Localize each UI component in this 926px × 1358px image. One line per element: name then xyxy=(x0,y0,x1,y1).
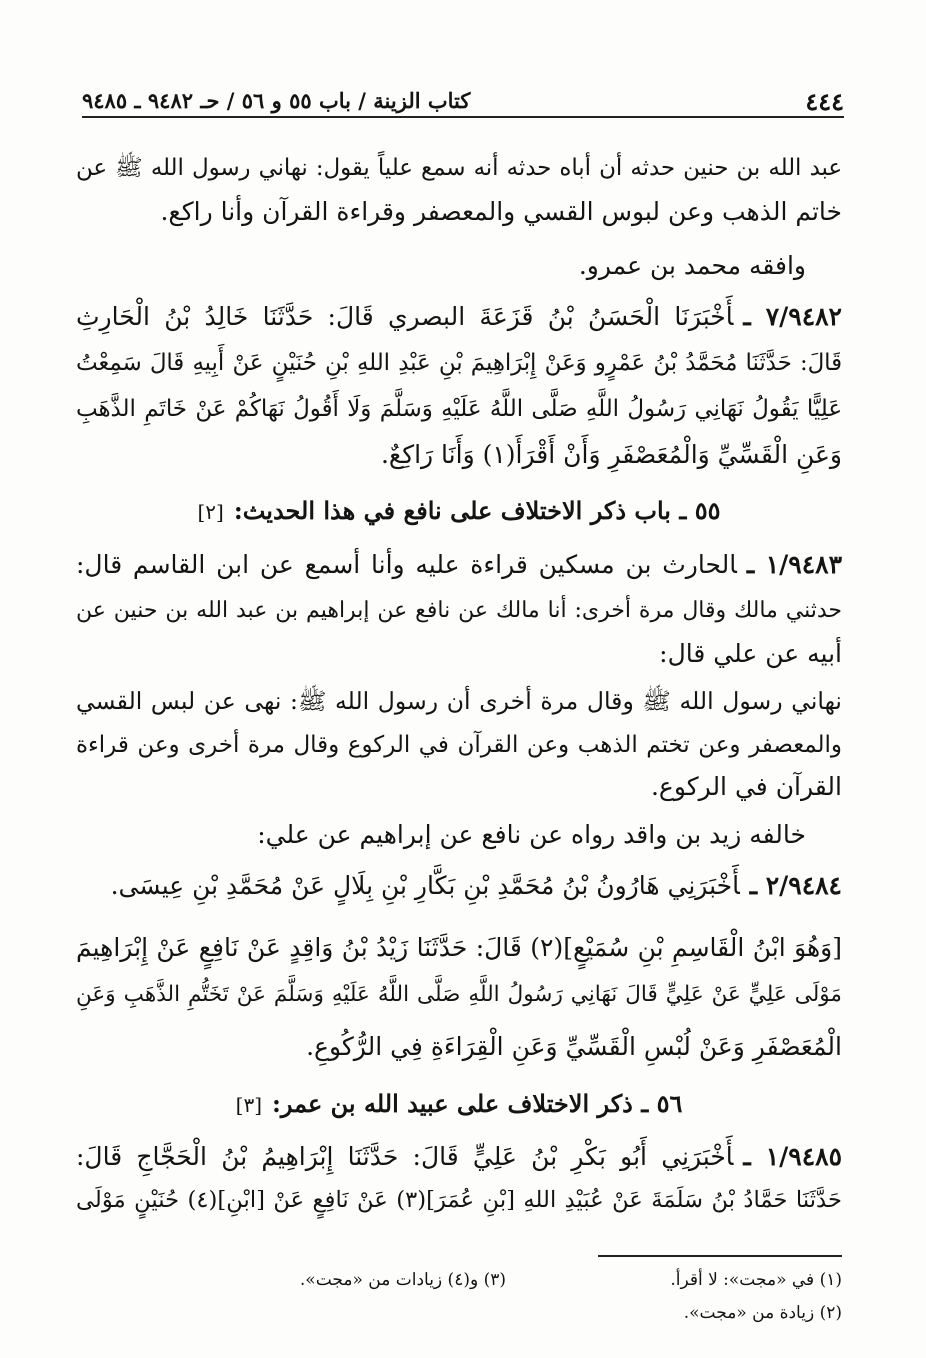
hadith-9484-line: [وَهُوَ ابْنُ الْقَاسِمِ بْنِ سُمَيْعٍ](٢) قَالَ: حَدَّثَنَا زَيْدُ بْنُ وَاقِدٍ عَنْ نَافِعٍ عَنْ إِبْرَاهِيمَ xyxy=(76,933,842,962)
text-line: خالفه زيد بن واقد رواه عن نافع عن إبراهيم عن علي: xyxy=(257,820,806,849)
page-header xyxy=(82,82,844,118)
hadith-text: أَخْبَرَنِي هَارُونُ بْنُ مُحَمَّدِ بْنِ بَكَّارِ بْنِ بِلَالٍ عَنْ مُحَمَّدِ بْنِ عِيسَى. xyxy=(110,871,740,900)
hadith-9483-line: نهاني رسول الله ﷺ وقال مرة أخرى أن رسول الله ﷺ: نهى عن لبس القسي xyxy=(76,687,842,715)
hadith-9485-line: حَدَّثَنَا حَمَّادُ بْنُ سَلَمَةَ عَنْ عُبَيْدِ اللهِ [بْنِ عُمَرَ](٣) عَنْ نَافِعٍ عَنْ [ابْنِ](٤) حُنَيْنٍ مَوْلَى xyxy=(76,1187,842,1213)
text-line: عبد الله بن حنين حدثه أن أباه حدثه أنه سمع علياً يقول: نهاني رسول الله ﷺ عن xyxy=(76,155,842,181)
hadith-text: أَخْبَرَنِي أَبُو بَكْرِ بْنُ عَلِيٍّ قَالَ: حَدَّثَنَا إِبْرَاهِيمُ بْنُ الْحَجَّاجِ قَالَ: xyxy=(76,1142,734,1171)
hadith-9484-line: مَوْلَى عَلِيٍّ عَنْ عَلِيٍّ قَالَ نَهَانِي رَسُولُ اللَّهِ صَلَّى اللَّهُ عَلَيْهِ وَسَلَّمَ عَنْ تَخَتُّمِ الذَّهَبِ وَعَنِ xyxy=(76,982,842,1007)
hadith-9483-line xyxy=(76,545,842,585)
footnote-2: (٢) زيادة من «مجت». xyxy=(683,1303,842,1323)
hadith-9483-line: حدثني مالك وقال مرة أخرى: أنا مالك عن نافع عن إبراهيم بن عبد الله بن حنين عن xyxy=(76,598,842,623)
page-number: ٤٤٤ xyxy=(805,87,844,116)
hadith-9482-line: قَالَ: حَدَّثَنَا مُحَمَّدُ بْنُ عَمْرٍو وَعَنْ إِبْرَاهِيمَ بْنِ عَبْدِ اللهِ بْنِ حُنَيْنٍ عَنْ أَبِيهِ قَالَ سَمِعْتُ xyxy=(76,350,842,376)
footnote-1: (١) في «مجت»: لا أقرأ. xyxy=(670,1270,842,1290)
text-line: وافقه محمد بن عمرو. xyxy=(578,251,806,280)
footnote-rule xyxy=(598,1255,842,1257)
hadith-9482-line: وَعَنِ الْقَسِّيِّ وَالْمُعَصْفَرِ وَأَنْ أَقْرَأَ(١) وَأَنَا رَاكِعٌ. xyxy=(380,440,842,469)
hadith-9482-line: عَلِيًّا يَقُولُ نَهَانِي رَسُولُ اللَّهِ صَلَّى اللَّهُ عَلَيْهِ وَسَلَّمَ وَلَا أَقُولُ نَهَاكُمْ عَنْ خَاتَمِ الذَّهَبِ xyxy=(76,396,842,422)
chapter-ref: [٢] xyxy=(197,500,224,524)
chapter-heading-56 xyxy=(76,1085,842,1124)
hadith-number: ١/٩٤٨٥ ـ xyxy=(743,1142,843,1171)
running-title: كتاب الزينة / باب ٥٥ و ٥٦ / حـ ٩٤٨٢ ـ ٩٤٨٥ xyxy=(82,88,471,113)
hadith-number: ٢/٩٤٨٤ ـ xyxy=(749,871,842,900)
hadith-9484-line: الْمُعَصْفَرِ وَعَنْ لُبْسِ الْقَسِّيِّ وَعَنِ الْقِرَاءَةِ فِي الرُّكُوعِ. xyxy=(306,1032,842,1061)
hadith-9485-line xyxy=(76,1137,842,1177)
hadith-9483-line: والمعصفر وعن تختم الذهب وعن القرآن في الركوع وقال مرة أخرى وعن قراءة xyxy=(76,732,842,758)
hadith-9483-line: القرآن في الركوع. xyxy=(650,772,842,801)
hadith-9483-line: أبيه عن علي قال: xyxy=(659,639,842,668)
hadith-text: أَخْبَرَنَا الْحَسَنُ بْنُ قَزَعَةَ البصري قَالَ: حَدَّثَنَا خَالِدُ بْنُ الْحَارِثِ xyxy=(76,302,734,331)
hadith-text: الحارث بن مسكين قراءة عليه وأنا أسمع عن ابن القاسم قال: xyxy=(76,550,737,579)
chapter-heading-55 xyxy=(76,492,842,531)
hadith-number: ١/٩٤٨٣ ـ xyxy=(746,550,843,579)
footnote-3-4: (٣) و(٤) زيادات من «مجت». xyxy=(299,1270,506,1290)
hadith-9482-line xyxy=(76,297,842,337)
hadith-9484-line xyxy=(76,866,842,906)
chapter-title: ٥٥ ـ باب ذكر الاختلاف على نافع في هذا الحديث: xyxy=(233,496,721,525)
chapter-ref: [٣] xyxy=(235,1093,262,1117)
hadith-number: ٧/٩٤٨٢ ـ xyxy=(743,302,842,331)
text-line: خاتم الذهب وعن لبوس القسي والمعصفر وقراءة القرآن وأنا راكع. xyxy=(160,197,842,226)
chapter-title: ٥٦ ـ ذكر الاختلاف على عبيد الله بن عمر: xyxy=(272,1089,683,1118)
